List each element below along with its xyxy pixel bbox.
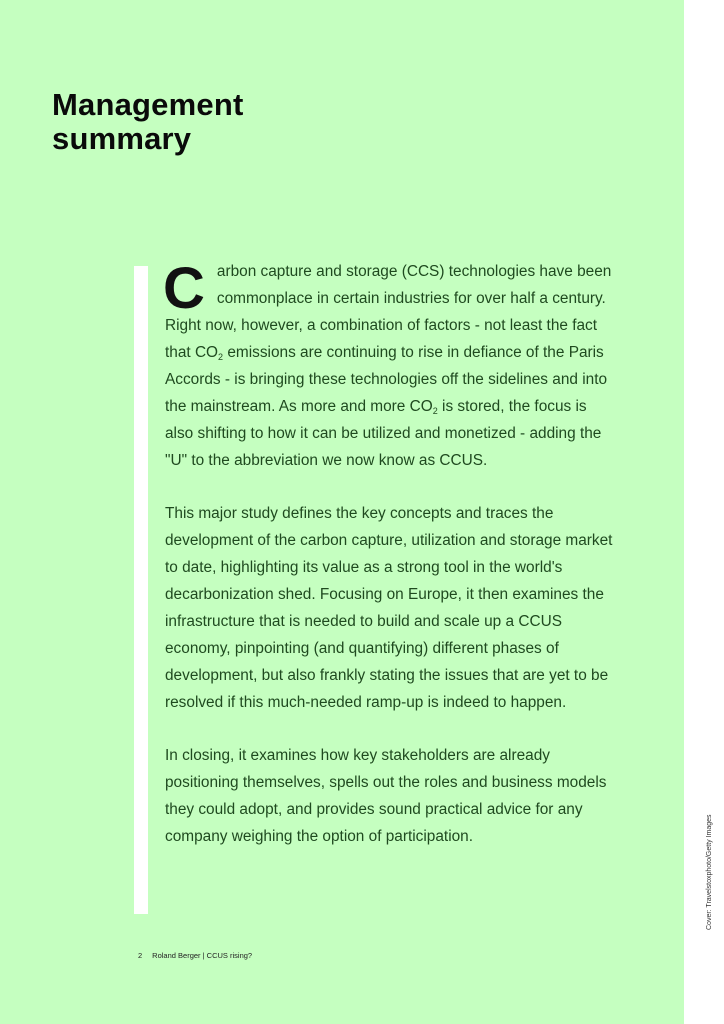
intro-part-1: arbon capture and storage (CCS) technologies have been commonplace in certain industries for over half a century. Right now, however, a combination of factors - not least the fact that CO [165,263,612,361]
title-line-1: Management [52,87,244,122]
page-number: 2 [138,951,143,960]
intro-subscript-1: 2 [218,352,224,362]
intro-part-2: emissions are continuing to rise in defiance of the Paris Accords - is bringing these technologies off the sidelines and into the mainstream. As more and more CO [165,344,608,415]
summary-body [165,258,615,850]
page-footer [138,951,252,960]
intro-paragraph [165,258,615,474]
study-paragraph: This major study defines the key concepts and traces the development of the carbon capture, utilization and storage market to date, highlighting its value as a strong tool in the world's decarbonization shed. Focusing on Europe, it then examines the infrastructure that is needed to build and scale up a CCUS economy, pinpointing (and quantifying) different phases of development, but also frankly stating the issues that are yet to be resolved if this much-needed ramp-up is indeed to happen. [165,505,613,711]
intro-part-3: is stored, the focus is also shifting to how it can be utilized and monetized - adding the "U" to the abbreviation we now know as CCUS. [165,398,602,469]
title-line-2: summary [52,121,192,156]
drop-cap: C [163,256,205,321]
page-title [52,88,243,156]
publication-title: Roland Berger | CCUS rising? [152,951,253,960]
closing-paragraph: In closing, it examines how key stakeholders are already positioning themselves, spells out the roles and business models they could adopt, and provides sound practical advice for any company weighing the option of participation. [165,747,607,845]
image-credit: Cover: Travelstoxphoto/Getty Images [706,814,713,930]
accent-bar [134,266,148,914]
intro-subscript-2: 2 [432,406,438,416]
